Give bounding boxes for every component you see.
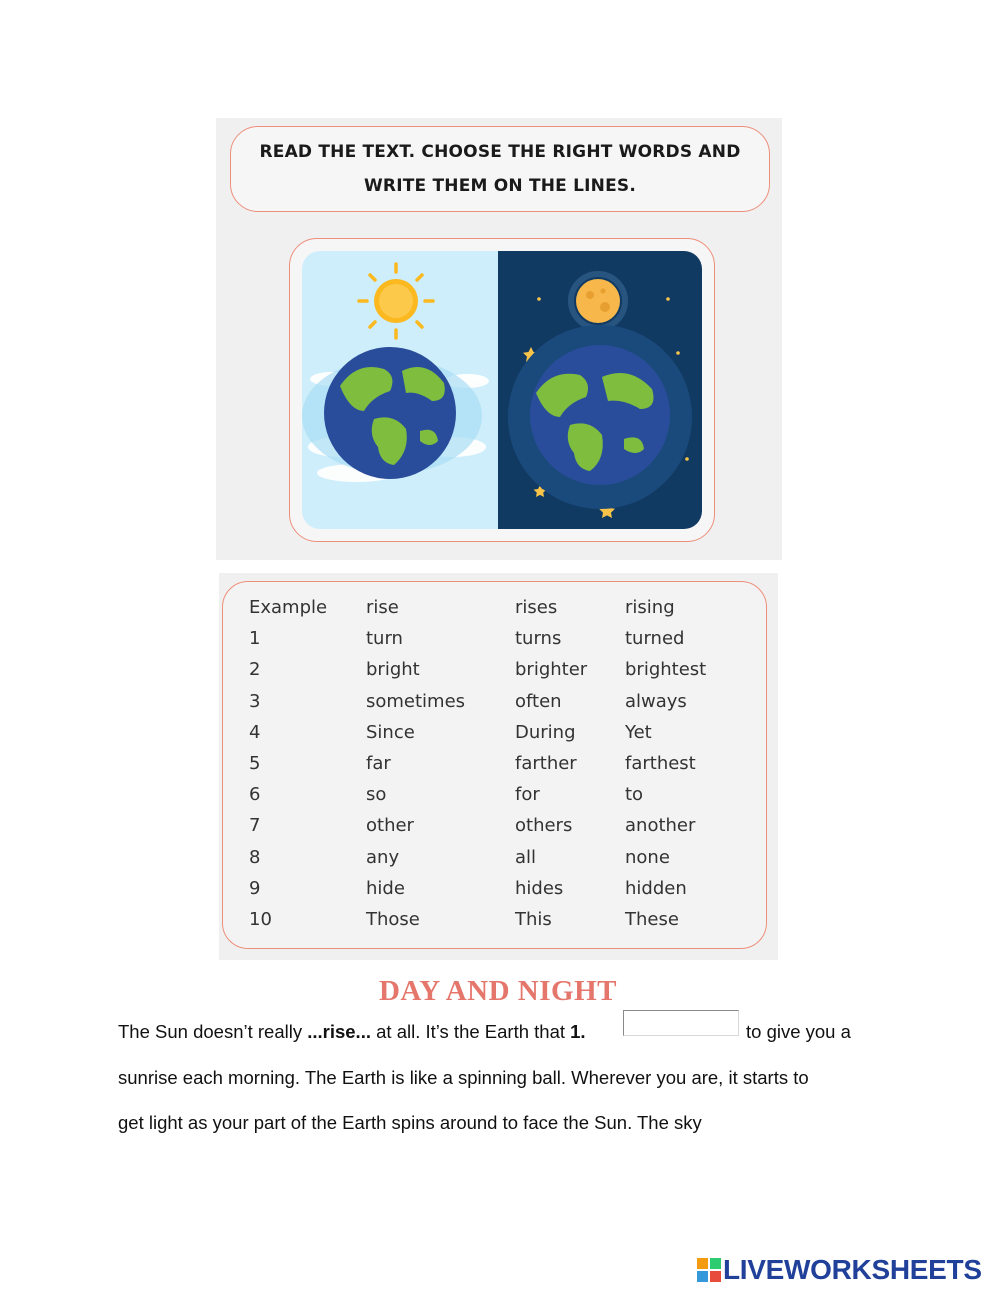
option-b: This bbox=[515, 908, 552, 930]
option-c: to bbox=[625, 784, 644, 806]
table-row bbox=[249, 717, 706, 748]
option-a: Those bbox=[366, 908, 420, 930]
option-c: Yet bbox=[625, 721, 652, 743]
option-b: for bbox=[515, 784, 540, 806]
option-b: others bbox=[515, 815, 573, 837]
story-line-2: sunrise each morning. The Earth is like a spinning ball. Wherever you are, it starts to bbox=[118, 1067, 809, 1088]
option-a: bright bbox=[366, 659, 420, 681]
item-number: 5 bbox=[249, 753, 261, 775]
option-a: turn bbox=[366, 628, 403, 650]
table-row bbox=[249, 592, 706, 623]
answer-1-input[interactable] bbox=[623, 1010, 739, 1036]
table-row bbox=[249, 686, 706, 717]
table-row bbox=[249, 904, 706, 935]
option-c: turned bbox=[625, 628, 685, 650]
option-a: sometimes bbox=[366, 690, 466, 712]
story-text: to give you a bbox=[746, 1021, 851, 1042]
option-c: farthest bbox=[625, 753, 696, 775]
option-c: hidden bbox=[625, 877, 687, 899]
option-c: These bbox=[625, 908, 679, 930]
option-b: rises bbox=[515, 597, 558, 619]
option-a: so bbox=[366, 784, 387, 806]
option-a: far bbox=[366, 753, 391, 775]
option-a: rise bbox=[366, 597, 399, 619]
instruction-line-1: READ THE TEXT. CHOOSE THE RIGHT WORDS AND bbox=[259, 142, 741, 162]
option-c: another bbox=[625, 815, 696, 837]
story-text: at all. It’s the Earth that bbox=[370, 1021, 571, 1042]
option-b: turns bbox=[515, 628, 562, 650]
option-c: rising bbox=[625, 597, 675, 619]
table-row bbox=[249, 623, 706, 654]
instruction-box bbox=[230, 126, 770, 212]
option-b: hides bbox=[515, 877, 564, 899]
table-row bbox=[249, 873, 706, 904]
option-a: Since bbox=[366, 721, 415, 743]
table-row bbox=[249, 748, 706, 779]
moon-icon bbox=[571, 274, 625, 328]
item-number: 7 bbox=[249, 815, 261, 837]
option-b: all bbox=[515, 846, 537, 868]
word-options-table bbox=[249, 592, 706, 935]
item-number: 1 bbox=[249, 628, 261, 650]
day-night-illustration bbox=[302, 251, 702, 529]
item-number: 6 bbox=[249, 784, 261, 806]
option-c: brightest bbox=[625, 659, 707, 681]
liveworksheets-logo-icon bbox=[697, 1258, 721, 1282]
option-c: none bbox=[625, 846, 670, 868]
table-row bbox=[249, 842, 706, 873]
table-row bbox=[249, 779, 706, 810]
item-number: 9 bbox=[249, 877, 261, 899]
option-a: other bbox=[366, 815, 414, 837]
instruction-line-2: WRITE THEM ON THE LINES. bbox=[363, 176, 637, 196]
blank-number: 1. bbox=[570, 1021, 586, 1042]
liveworksheets-logo[interactable] bbox=[697, 1253, 982, 1287]
option-a: any bbox=[366, 846, 400, 868]
word-options-box bbox=[222, 581, 767, 949]
item-number: Example bbox=[249, 597, 328, 619]
story-title: DAY AND NIGHT bbox=[378, 975, 617, 1007]
item-number: 2 bbox=[249, 659, 261, 681]
table-row bbox=[249, 810, 706, 841]
item-number: 3 bbox=[249, 690, 261, 712]
story-line-1 bbox=[118, 1021, 586, 1043]
item-number: 4 bbox=[249, 721, 261, 743]
option-b: farther bbox=[515, 753, 577, 775]
story-line-3: get light as your part of the Earth spins around to face the Sun. The sky bbox=[118, 1112, 702, 1133]
option-b: brighter bbox=[515, 659, 588, 681]
item-number: 10 bbox=[249, 908, 272, 930]
instruction-card bbox=[216, 118, 782, 560]
option-a: hide bbox=[366, 877, 405, 899]
option-b: often bbox=[515, 690, 562, 712]
example-answer: ...rise... bbox=[307, 1021, 371, 1042]
story-text: The Sun doesn’t really bbox=[118, 1021, 308, 1042]
option-c: always bbox=[625, 690, 687, 712]
logo-text: LIVEWORKSHEETS bbox=[723, 1254, 982, 1285]
day-night-illustration-frame bbox=[289, 238, 715, 542]
option-b: During bbox=[515, 721, 576, 743]
item-number: 8 bbox=[249, 846, 261, 868]
earth-night-icon bbox=[508, 325, 692, 509]
word-options-panel bbox=[219, 573, 778, 960]
table-row bbox=[249, 654, 706, 685]
